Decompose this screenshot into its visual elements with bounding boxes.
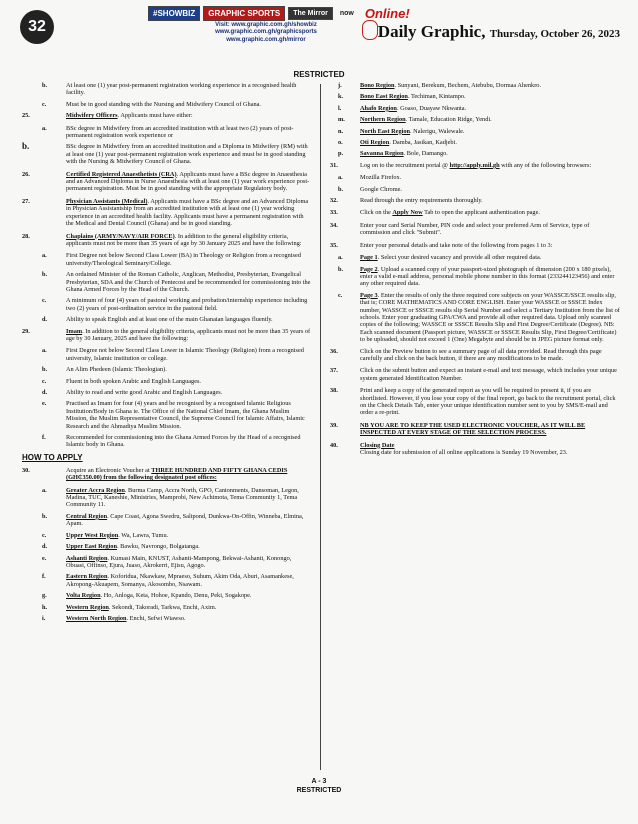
list-item: a. BSc degree in Midwifery from an accredited institution with at least two (2) years of post-permanent registration work experience or [42,124,294,140]
online-logo: Online! [364,6,410,21]
how-to-apply-heading: HOW TO APPLY [22,452,83,462]
item-36: 36. Click on the Preview button to see a summary page of all data provided. Read through this page carefully and click on the back button, if there are any modifications to be made. [330,347,602,362]
list-item: b. Central Region. Cape Coast, Agona Swedru, Saltpond, Dunkwa-On-Offin, Winneba, Elmina, Apam. [42,512,304,528]
item-38: 38. Print and keep a copy of the generated report as you will be required to present it, if you are shortlisted. However, if you lose your copy of the final report, go back to the recruitment portal, click on the Check Details Tab, enter your unique identification number sent to you by SMS/E-mail and order a re-print. [330,387,616,417]
item-35: 35. Enter your personal details and take note of the following from pages 1 to 3: [330,241,553,249]
list-item: j. Bono Region. Sunyani, Berekum, Bechem, Atebubu, Dormaa Ahenkro. [338,82,542,89]
list-item: c. Page 3. Enter the results of only the three required core subjects on your WASSCE/SSCE results slip, that is; CORE MATHEMATICS AND CORE ENGLISH. Enter your WASSCE or SSSCE Index number, WASSCE or SSSCE results slip Serial Number and select a Tertiary Institution from the list of schools. Enter your graduating GPA/CWA and provide all other required data. Upload only scanned copies of the following; WASSCE or SSSCE Results Slip and First Degree/Certificate (Degree). NB: Each scanned document (Passport picture, WASSCE or SSSCE Results Slip, First Degree/Certificate) to be uploaded, should not exceed 1 (One) Megabyte and should be in JPEG picture format only. [338,291,620,344]
list-item: f. Recommended for commissioning into the Ghana Armed Forces by the Head of a recognised Islamic body in Ghana. [42,434,301,449]
left-column [22,82,312,626]
list-item: i. Western North Region. Enchi, Sefwi Wiawso. [42,614,186,622]
list-item: c. A minimum of four (4) years of pastoral working and probation/internship experience including two (2) years of post-ordination service in the pastoral field. [42,297,308,312]
item-28: 28. Chaplains (ARMY/NAVY/AIR FORCE). In addition to the general eligibility criteria, applicants must not be more than 35 years of age by 30 January 2025 and have the following: [22,232,302,247]
list-item: a. First Degree not below Second Class Lower (BA) in Theology or Religion from a recognised university/Theological Seminary/College. [42,252,301,267]
item-25: 25. Midwifery Officers. Applicants must have either: [22,112,193,120]
item-26: 26. Certified Registered Anaesthetists (CRA). Applicants must have a BSc degree in Anaesthesia and an Advanced Diploma in Nurse Anaesthesia with at least one (1) year work experience post-permanent registration. Must be in good standing with the appropriate Regulatory body. [22,170,310,193]
recruitment-portal-link[interactable]: http://apply.mil.gh [449,161,500,169]
url-mirror: www.graphic.com.gh/mirror [226,36,306,43]
list-item: a. First Degree not below Second Class Lower in Islamic Theology (Religion) from a recognised university, Islamic institution or college. [42,347,304,362]
column-divider [320,84,321,770]
right-column [330,82,620,461]
list-item: k. Bono East Region. Techiman, Kintampo. [338,93,466,101]
item-34: 34. Enter your card Serial Number, PIN code and select your preferred Arm of Service, type of commission and click "Submit". [330,221,590,237]
page-footer [0,777,638,795]
list-item: f. Eastern Region. Koforidua, Nkawkaw, Mpraeso, Suhum, Akim Oda, Aburi, Asamankese, Akropong-Akuapem, Somanya, Akosombo, Nsawam. [42,573,294,588]
paper-name: Daily Graphic, [377,22,486,41]
list-item: b. Page 2. Upload a scanned copy of your passport-sized photograph of dimension (200 x 180 pixels), enter a valid e-mail address, personal mobile phone number in this format (233244123456) and enter any other required data. [338,265,615,288]
list-item: l. Ahafo Region. Goaso, Duayaw Nkwanta. [338,104,467,112]
list-item: a. Mozilla Firefox. [338,174,402,182]
paper-title [378,22,620,42]
masthead [0,0,638,58]
list-item: c. Upper West Region. Wa, Lawra, Tumu. [42,531,169,539]
item-27: 27. Physician Assistants (Medical). Applicants must have a BSc degree and an Advanced Diploma in Physician Assistantship from an accredited institution with at least one (1) year working experience in an accredited health facility. Applicants must have a permanent registration with the Medical and Dental Council (Ghana) and be in good standing. [22,197,309,228]
item-30: 30. Acquire an Electronic Voucher at THREE HUNDRED AND FIFTY GHANA CEDIS (GH₵350.00) from the following designated post offices: [22,466,288,482]
item-29: 29. Imam. In addition to the general eligibility criteria, applicants must not be more than 35 years of age by 30 January, 2025 and have the following: [22,327,311,342]
list-item: b. An Alim Phedeen (Islamic Theologian). [42,366,167,374]
masthead-urls [196,22,336,44]
list-item: a. Greater Accra Region. Burma Camp, Accra North, GPO, Cantonments, Dansoman, Legon, Madina, TUC, Kaneshie, Ministries, Mamprobi, New Achimota, Tema Community 1, Tema Community 11. [42,486,299,509]
graphic-sports-logo: GRAPHIC SPORTS [203,6,285,21]
list-item: d. Ability to read and write good Arabic and English Languages. [42,389,223,396]
list-item: c. Fluent in both spoken Arabic and English Languages. [42,377,202,385]
restricted-header: RESTRICTED [293,70,345,79]
item-40: 40. Closing Date Closing date for submission of all online applications is Sunday 19 November, 23. [330,441,568,457]
item-31: 31. Log on to the recruitment portal @ http://apply.mil.gh with any of the following browsers: [330,161,592,169]
list-item: b. An ordained Minister of the Roman Catholic, Anglican, Methodist, Presbyterian, Evangelical Presbyterian, SDA and the Church of Pentecost and be recommended for commissioning into the Ghana Armed Forces by the Head of the Church. [42,271,311,293]
showbiz-logo: #SHOWBIZ [148,6,200,21]
page-number: 32 [20,10,54,44]
list-item: b. Google Chrome. [338,185,402,193]
mouse-icon [362,20,378,40]
item-39: 39. NB YOU ARE TO KEEP THE USED ELECTRONIC VOUCHER, AS IT WILL BE INSPECTED AT EVERY STAGE OF THE SELECTION PROCESS. [330,421,586,437]
list-item: h. Western Region. Sekondi, Takoradi, Tarkwa, Enchi, Axim. [42,603,217,611]
item-25b: b. BSc degree in Midwifery from an accredited institution and a Diploma in Midwifery (RM) with at least one (1) year post-permanent registration work experience and must be in good standing with the Nursing & Midwifery Council of Ghana. [22,141,308,166]
item-37: 37. Click on the submit button and expect an instant e-mail and text message, which includes your unique system generated Identification Number. [330,367,617,382]
list-item: p. Savanna Region. Bole, Damango. [338,150,448,158]
list-item: a. Page 1. Select your desired vacancy and provide all other required data. [338,254,542,262]
page-code: A - 3 [311,778,327,785]
restricted-footer: RESTRICTED [296,787,342,794]
item-32: 32. Read through the entry requirements thoroughly. [330,197,483,205]
list-item: d. Upper East Region. Bawku, Navrongo, Bolgatanga. [42,543,200,551]
mirror-logo: The Mirror [288,7,333,20]
list-item: m. Northern Region. Tamale, Education Ridge, Yendi. [338,116,492,124]
list-item: b. At least one (1) year post-permanent registration working experience in a recognised health facility. [42,82,297,97]
list-item: o. Oti Region. Damba, Jasikan, Kadjebi. [338,139,457,147]
list-item: g. Volta Region. Ho, Anloga, Keta, Hohoe, Kpando, Denu, Peki, Sogakope. [42,592,252,600]
list-item: e. Practised as Imam for four (4) years and be recognised by a recognised Islamic Religious Institution/Body in Ghana ie. The Office of the National Chief Imam, the Ghana Muslim Mission, the Muslim Representative Council, the Supreme Council for Islamic Affairs, Islamic Research and the Ahmadiya Muslim Mission. [42,400,305,430]
list-item: e. Ashanti Region. Kumasi Main, KNUST, Ashanti-Mampong, Bekwai-Ashanti, Konongo, Obuasi, Offinso, Ejura, Juaso, Akrokerri, Ejisu, Agogo. [42,554,292,569]
now-label: now [339,10,354,17]
url-showbiz: Visit: www.graphic.com.gh/showbiz [215,22,317,28]
item-33: 33. Click on the Apply Now Tab to open the applicant authentication page. [330,209,540,217]
paper-date: Thursday, October 26, 2023 [489,28,620,40]
list-item: n. North East Region. Nalerigu, Walewale. [338,127,465,135]
list-item: c. Must be in good standing with the Nursing and Midwifery Council of Ghana. [42,100,262,108]
list-item: d. Ability to speak English and at least one of the main Ghanaian languages fluently. [42,316,273,324]
url-sports: www.graphic.com.gh/graphicsports [215,29,317,36]
